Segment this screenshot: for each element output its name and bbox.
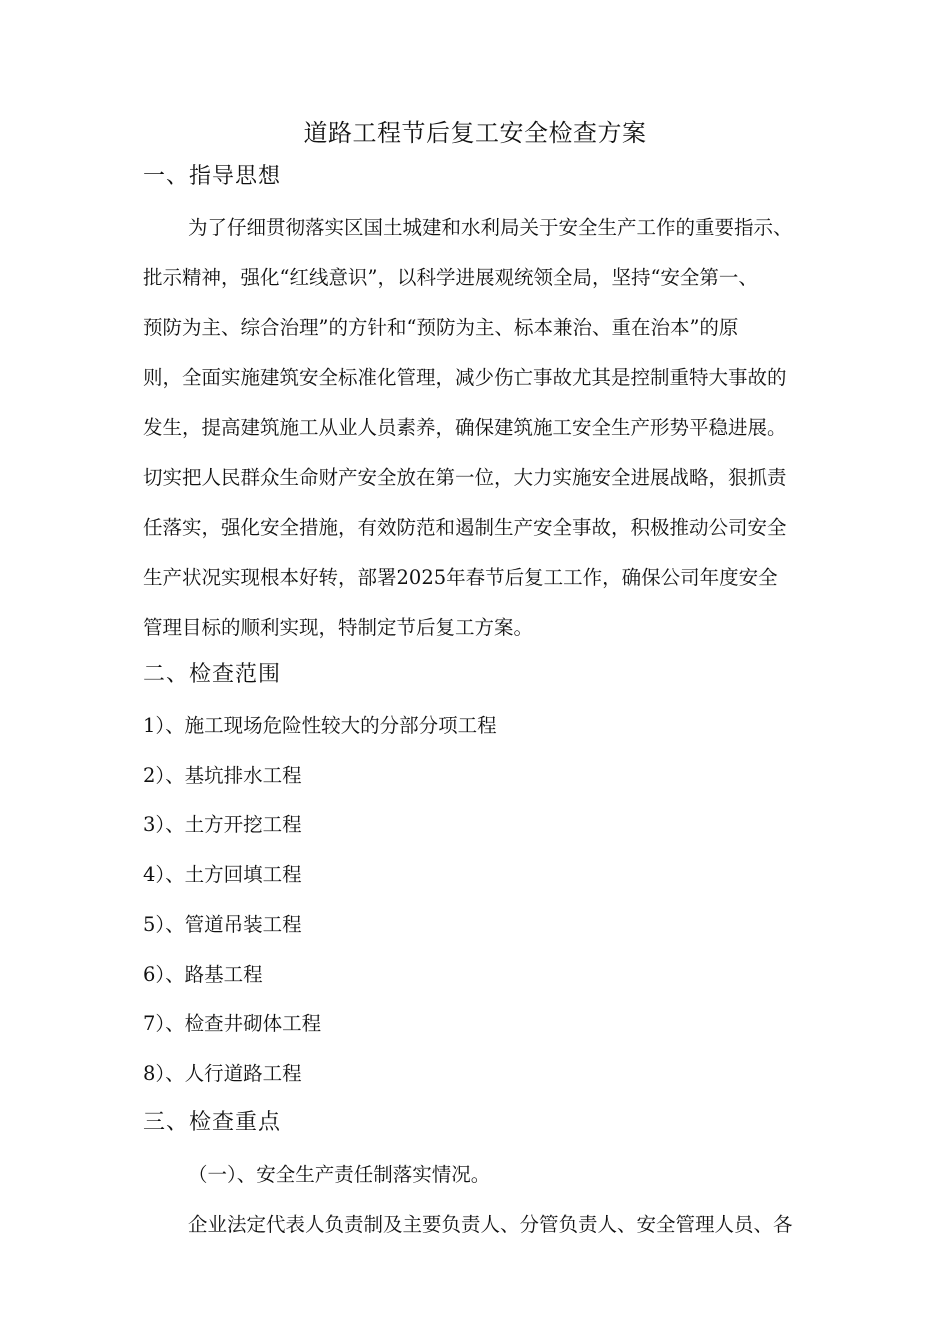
paragraph-line: 批示精神，强化“红线意识”，以科学进展观统领全局，坚持“安全第一、 bbox=[143, 266, 758, 289]
scope-item: 3）、土方开挖工程 bbox=[143, 813, 302, 836]
paragraph-line: 为了仔细贯彻落实区国土城建和水利局关于安全生产工作的重要指示、 bbox=[188, 216, 793, 239]
paragraph-line: 则，全面实施建筑安全标准化管理，减少伤亡事故尤其是控制重特大事故的 bbox=[143, 366, 787, 389]
section-heading-guiding: 一、指导思想 bbox=[143, 164, 282, 189]
scope-item: 5）、管道吊装工程 bbox=[143, 913, 302, 936]
section-heading-scope: 二、检查范围 bbox=[143, 662, 282, 687]
paragraph-line: 任落实，强化安全措施，有效防范和遏制生产安全事故，积极推动公司安全 bbox=[143, 516, 787, 539]
focus-subheading: （一）、安全生产责任制落实情况。 bbox=[188, 1163, 491, 1186]
scope-item: 7）、检查井砌体工程 bbox=[143, 1012, 322, 1035]
paragraph-line: 预防为主、综合治理”的方针和“预防为主、标本兼治、重在治本”的原 bbox=[143, 316, 739, 339]
section-heading-focus: 三、检查重点 bbox=[143, 1110, 282, 1135]
paragraph-line: 切实把人民群众生命财产安全放在第一位，大力实施安全进展战略，狠抓责 bbox=[143, 466, 787, 489]
paragraph-line: 管理目标的顺利实现，特制定节后复工方案。 bbox=[143, 616, 534, 639]
scope-item: 6）、路基工程 bbox=[143, 963, 263, 986]
scope-item: 1）、施工现场危险性较大的分部分项工程 bbox=[143, 714, 497, 737]
guiding-paragraph bbox=[143, 203, 819, 653]
scope-item: 4）、土方回填工程 bbox=[143, 863, 302, 886]
document-title: 道路工程节后复工安全检查方案 bbox=[303, 119, 647, 147]
paragraph-line: 生产状况实现根本好转，部署2025年春节后复工工作，确保公司年度安全 bbox=[143, 566, 778, 589]
focus-paragraph-line: 企业法定代表人负责制及主要负责人、分管负责人、安全管理人员、各 bbox=[188, 1213, 793, 1236]
scope-item: 8）、人行道路工程 bbox=[143, 1062, 302, 1085]
paragraph-line: 发生，提高建筑施工从业人员素养，确保建筑施工安全生产形势平稳进展。 bbox=[143, 416, 787, 439]
scope-item: 2）、基坑排水工程 bbox=[143, 764, 302, 787]
